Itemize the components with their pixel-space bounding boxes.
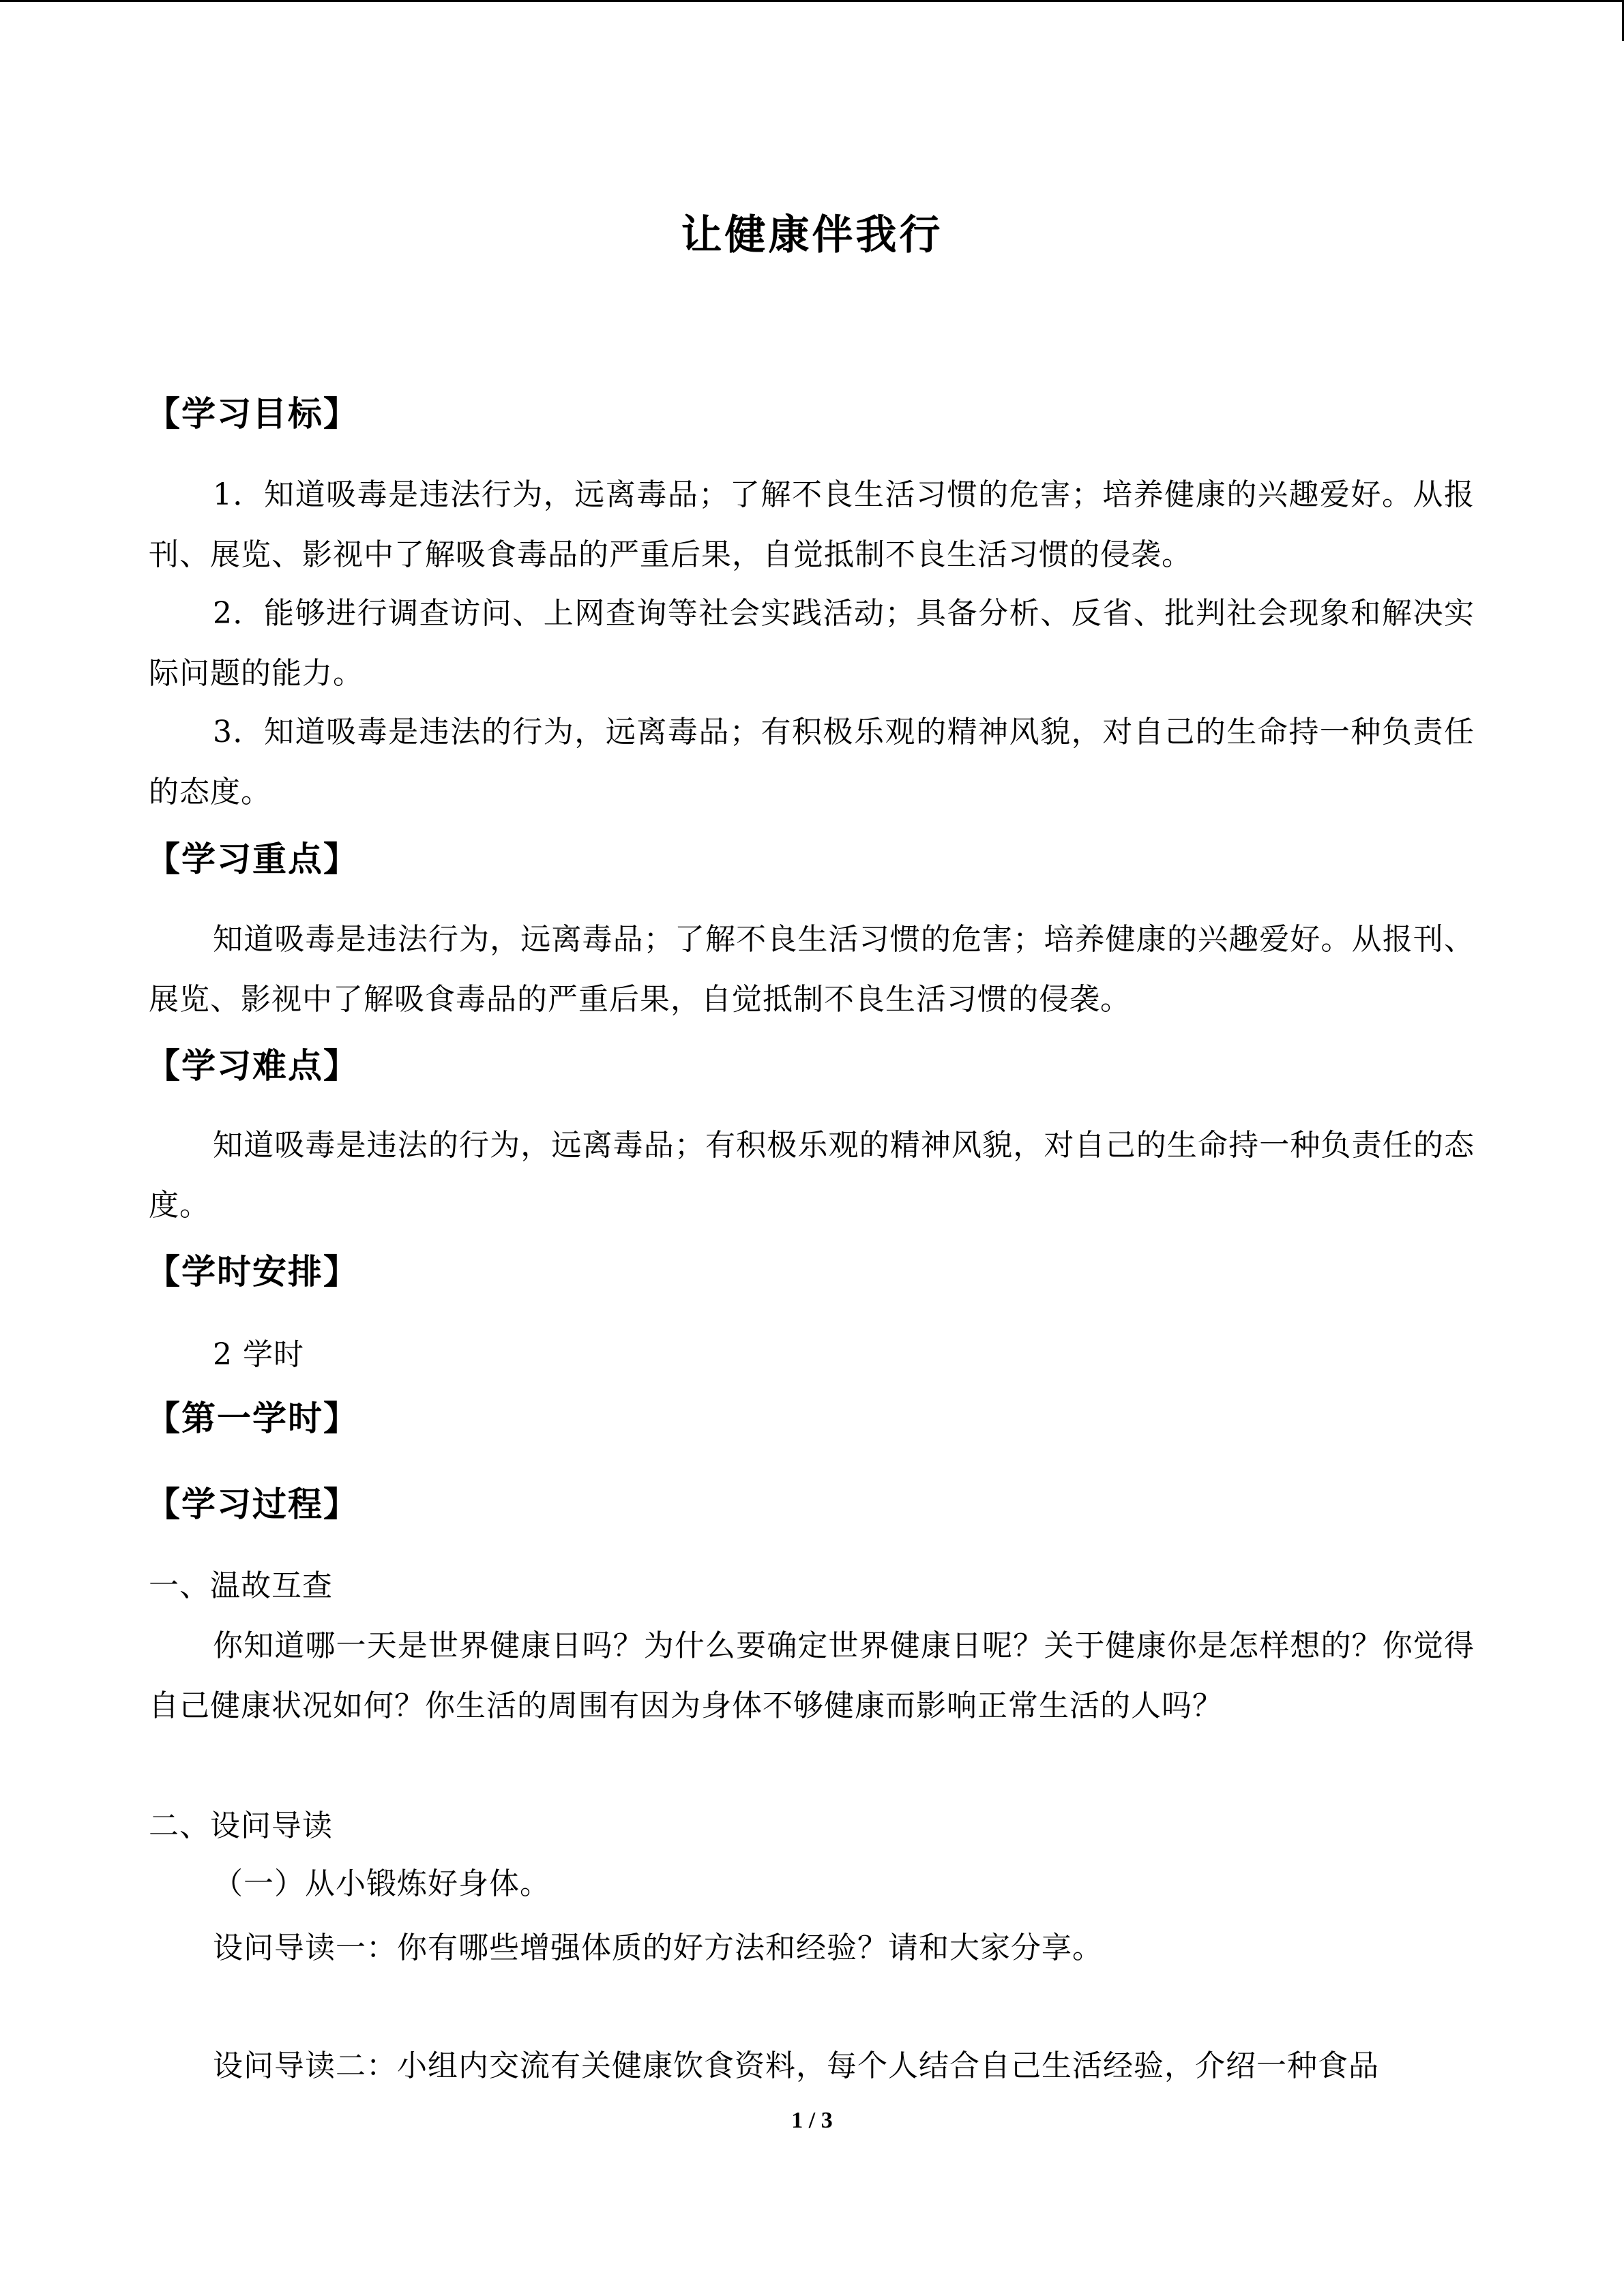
page-border-top <box>0 0 1624 2</box>
heading-key-points: 【学习重点】 <box>146 839 359 879</box>
heading-difficulties: 【学习难点】 <box>146 1046 359 1086</box>
heading-process: 【学习过程】 <box>146 1485 359 1524</box>
objective-item-2: 2．能够进行调查访问、上网查询等社会实践活动；具备分析、反省、批判社会现象和解决实际问题的能力。 <box>149 596 1475 691</box>
heading-first-period: 【第一学时】 <box>146 1399 359 1438</box>
objective-item-3: 3．知道吸毒是违法的行为，远离毒品；有积极乐观的精神风貌，对自己的生命持一种负责任的态度。 <box>149 715 1475 809</box>
objective-item-1: 1．知道吸毒是违法行为，远离毒品；了解不良生活习惯的危害；培养健康的兴趣爱好。从报刊、展览、影视中了解吸食毒品的严重后果，自觉抵制不良生活习惯的侵袭。 <box>149 477 1475 572</box>
process-part2-question2: 设问导读二：小组内交流有关健康饮食资料，每个人结合自己生活经验，介绍一种食品 <box>213 2048 1379 2083</box>
page-indicator: 1 / 3 <box>791 2108 833 2133</box>
difficulties-text: 知道吸毒是违法的行为，远离毒品；有积极乐观的精神风貌，对自己的生命持一种负责任的态度。 <box>149 1128 1475 1223</box>
key-points-text: 知道吸毒是违法行为，远离毒品；了解不良生活习惯的危害；培养健康的兴趣爱好。从报刊、展览、影视中了解吸食毒品的严重后果，自觉抵制不良生活习惯的侵袭。 <box>149 922 1475 1017</box>
process-part1-text: 你知道哪一天是世界健康日吗？为什么要确定世界健康日呢？关于健康你是怎样想的？你觉得自己健康状况如何？你生活的周围有因为身体不够健康而影响正常生活的人吗？ <box>149 1628 1475 1723</box>
process-part2-question1: 设问导读一：你有哪些增强体质的好方法和经验？请和大家分享。 <box>213 1930 1103 1965</box>
process-part2-title: 二、设问导读 <box>149 1808 333 1843</box>
heading-objectives: 【学习目标】 <box>146 394 359 434</box>
schedule-text: 2 学时 <box>213 1337 304 1372</box>
heading-schedule: 【学时安排】 <box>146 1252 359 1292</box>
process-part2-sub1: （一）从小锻炼好身体。 <box>213 1866 550 1901</box>
process-part1-title: 一、温故互查 <box>149 1568 333 1603</box>
document-title: 让健康伴我行 <box>681 211 943 259</box>
